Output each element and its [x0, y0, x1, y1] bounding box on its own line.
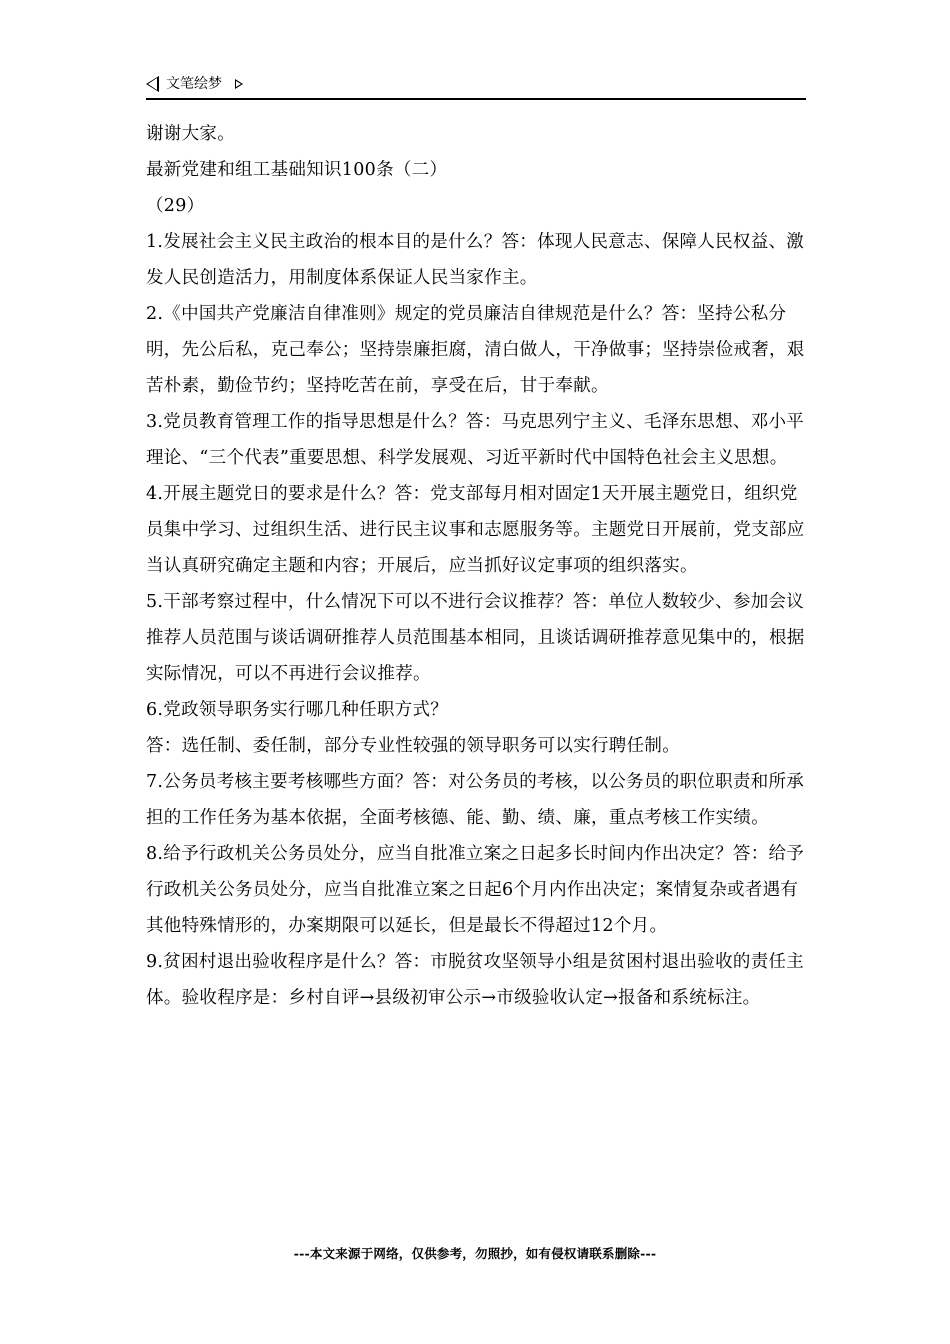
- right-triangle-icon: [235, 79, 243, 89]
- question-7: 7.公务员考核主要考核哪些方面？答：对公务员的考核，以公务员的职位职责和所承担的工作任务为基本依据，全面考核德、能、勤、绩、廉，重点考核工作实绩。: [146, 772, 805, 828]
- header-title: 文笔绘梦: [166, 76, 222, 92]
- question-4: 4.开展主题党日的要求是什么？答：党支部每月相对固定1天开展主题党日，组织党员集中学习、过组织生活、进行民主议事和志愿服务等。主题党日开展前，党支部应当认真研究确定主题和内容；开展后，应当抓好议定事项的组织落实。: [146, 484, 805, 576]
- question-2: 2.《中国共产党廉洁自律准则》规定的党员廉洁自律规范是什么？答：坚持公私分明，先公后私，克己奉公；坚持崇廉拒腐，清白做人，干净做事；坚持崇俭戒奢，艰苦朴素，勤俭节约；坚持吃苦在前，享受在后，甘于奉献。: [146, 304, 805, 396]
- page-header: [146, 72, 806, 100]
- footer-notice: ---本文来源于网络，仅供参考，勿照抄，如有侵权请联系删除---: [293, 1246, 657, 1261]
- document-body: [146, 116, 806, 1016]
- section-title: 最新党建和组工基础知识100条（二）: [146, 160, 448, 180]
- answer-6: 答：选任制、委任制，部分专业性较强的领导职务可以实行聘任制。: [146, 736, 680, 756]
- question-3: 3.党员教育管理工作的指导思想是什么？答：马克思列宁主义、毛泽东思想、邓小平理论、“三个代表”重要思想、科学发展观、习近平新时代中国特色社会主义思想。: [146, 412, 805, 468]
- section-number: （29）: [146, 196, 205, 216]
- question-9: 9.贫困村退出验收程序是什么？答：市脱贫攻坚领导小组是贫困村退出验收的责任主体。验收程序是：乡村自评→县级初审公示→市级验收认定→报备和系统标注。: [146, 952, 805, 1008]
- left-triangle-icon: [146, 76, 159, 92]
- question-1: 1.发展社会主义民主政治的根本目的是什么？答：体现人民意志、保障人民权益、激发人民创造活力，用制度体系保证人民当家作主。: [146, 232, 805, 288]
- question-6: 6.党政领导职务实行哪几种任职方式？: [146, 700, 449, 720]
- closing-line: 谢谢大家。: [146, 124, 235, 144]
- question-5: 5.干部考察过程中，什么情况下可以不进行会议推荐？答：单位人数较少、参加会议推荐人员范围与谈话调研推荐人员范围基本相同，且谈话调研推荐意见集中的，根据实际情况，可以不再进行会议推荐。: [146, 592, 805, 684]
- question-8: 8.给予行政机关公务员处分，应当自批准立案之日起多长时间内作出决定？答：给予行政机关公务员处分，应当自批准立案之日起6个月内作出决定；案情复杂或者遇有其他特殊情形的，办案期限可以延长，但是最长不得超过12个月。: [146, 844, 805, 936]
